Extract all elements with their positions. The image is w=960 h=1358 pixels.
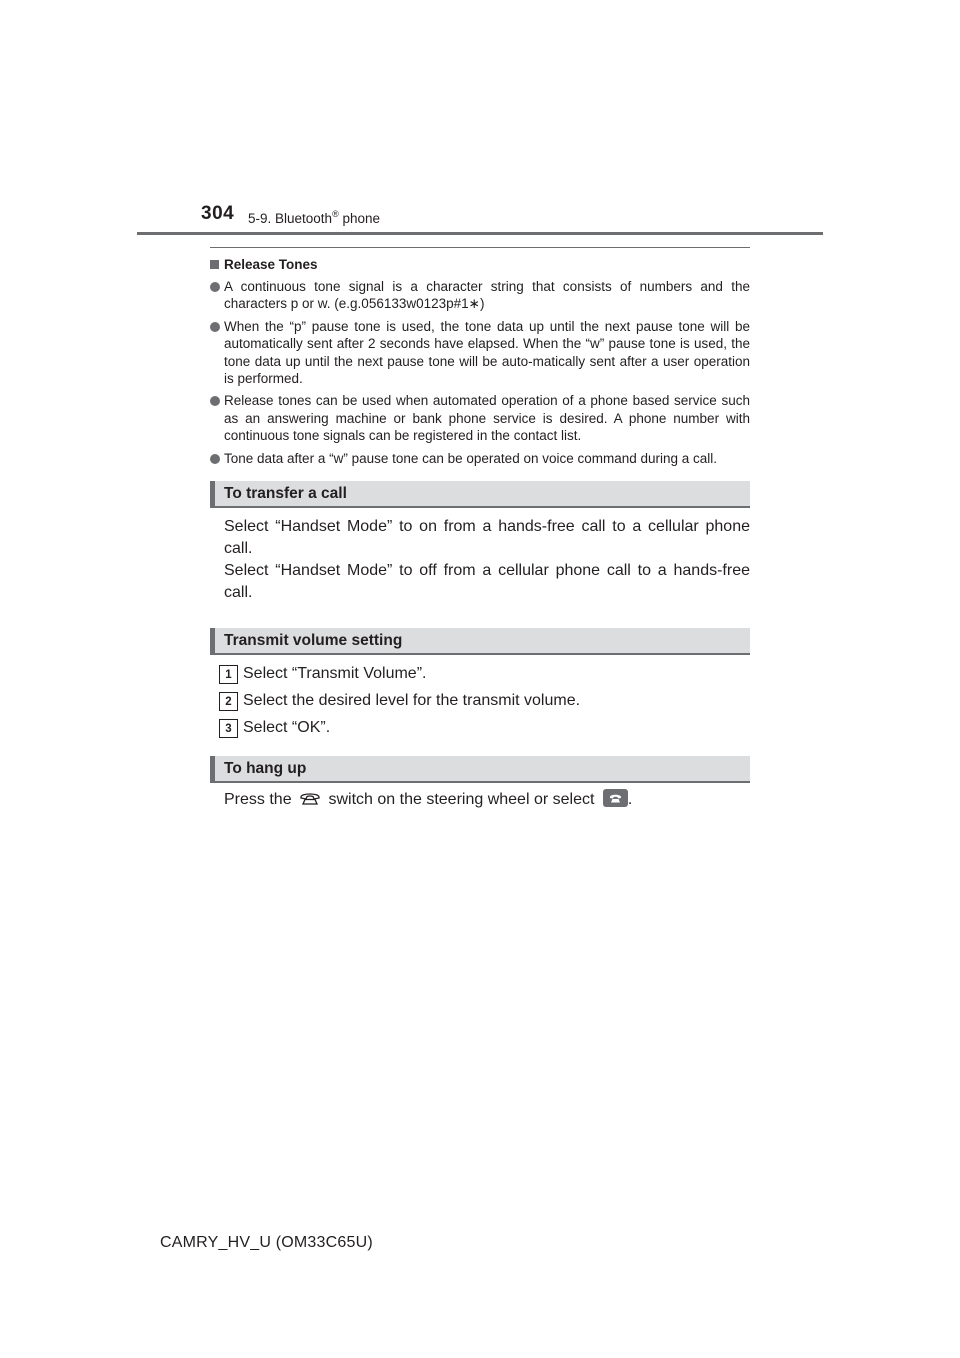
header-rule <box>137 232 823 235</box>
footer-model: CAMRY_HV_U (OM33C65U) <box>160 1234 373 1251</box>
circle-bullet-icon <box>210 396 220 406</box>
section-bar <box>210 756 215 783</box>
volume-section-title: Transmit volume setting <box>224 632 403 650</box>
step-number: 3 <box>219 719 238 738</box>
transfer-text <box>210 516 750 604</box>
list-item <box>210 450 750 467</box>
bullet-text: A continuous tone signal is a character string that consists of numbers and the characters p or w. (e.g.056133w0123p#1∗) <box>224 279 750 312</box>
page-number: 304 <box>201 203 235 224</box>
hangup-text-after: . <box>627 791 633 809</box>
volume-steps <box>210 663 750 744</box>
list-item <box>210 278 750 313</box>
hangup-button[interactable] <box>603 789 628 807</box>
step-number: 2 <box>219 692 238 711</box>
volume-section-header <box>210 628 750 655</box>
steering-phone-switch-icon <box>299 791 321 805</box>
section-suffix: phone <box>338 211 380 226</box>
release-tones-heading <box>210 255 750 274</box>
square-bullet-icon <box>210 260 219 269</box>
step-item <box>210 663 750 690</box>
step-text: Select “OK”. <box>243 719 331 737</box>
hangup-text-before: Press the <box>224 791 292 809</box>
step-item <box>210 717 750 744</box>
inner-rule <box>210 247 750 248</box>
transfer-section-title: To transfer a call <box>224 485 347 503</box>
release-tones-title: Release Tones <box>224 257 318 272</box>
step-item <box>210 690 750 717</box>
hangup-text-middle: switch on the steering wheel or select <box>328 791 595 809</box>
section-prefix: 5-9. Bluetooth <box>248 211 333 226</box>
list-item <box>210 318 750 388</box>
transfer-paragraph-2: Select “Handset Mode” to off from a cellular phone call to a hands-free call. <box>224 562 750 602</box>
page-content <box>210 255 750 811</box>
transfer-section-header <box>210 481 750 508</box>
release-tones-list <box>210 278 750 467</box>
hangup-section-title: To hang up <box>224 760 307 778</box>
bullet-text: Tone data after a “w” pause tone can be operated on voice command during a call. <box>224 450 718 466</box>
bullet-text: Release tones can be used when automated operation of a phone based service such as an answering machine or bank phone service is desired. A phone number with continuous tone signals can be registered in the contact list. <box>224 393 750 444</box>
section-bar <box>210 481 215 508</box>
list-item <box>210 392 750 444</box>
step-text: Select the desired level for the transmit volume. <box>243 692 581 710</box>
transfer-paragraph-1: Select “Handset Mode” to on from a hands-free call to a cellular phone call. <box>224 518 750 558</box>
step-number: 1 <box>219 665 238 684</box>
circle-bullet-icon <box>210 322 220 332</box>
registered-mark: ® <box>332 209 339 219</box>
bullet-text: When the “p” pause tone is used, the tone data up until the next pause tone will be automatically sent after 2 seconds have elapsed. When the “w” pause tone is used, the tone data up until the next pause tone will be auto-matically sent after a user operation is performed. <box>224 318 750 387</box>
step-text: Select “Transmit Volume”. <box>243 665 427 683</box>
circle-bullet-icon <box>210 454 220 464</box>
hangup-phone-icon <box>609 793 622 803</box>
hangup-section-header <box>210 756 750 783</box>
hangup-text <box>210 789 750 811</box>
circle-bullet-icon <box>210 282 220 292</box>
section-bar <box>210 628 215 655</box>
section-label <box>248 209 380 226</box>
